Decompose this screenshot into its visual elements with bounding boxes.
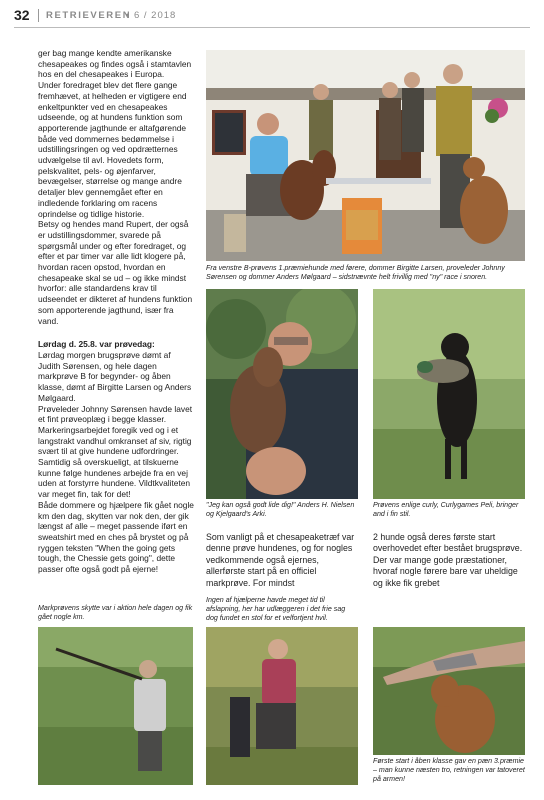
header-rule: [14, 27, 530, 28]
page-number: 32: [14, 7, 30, 23]
photo-man-and-dog: [206, 289, 358, 499]
paragraph: Lørdag morgen brugsprøve dømt af Judith Sørensen, og hele dagen markprøve B for begynder- og åben klasse, dømt af Birgitte Larsen og Anders Mølgaard.: [38, 349, 192, 403]
caption-man-and-dog: "Jeg kan også godt lide dig!" Anders H. Nielsen og Kjelgaard's Arki.: [206, 501, 355, 518]
paragraph: Både dommere og hjælpere fik gået nogle km den dag, skytten var nok den, der gik længst af alle – meget passende iført en sweatshirt med en ches på brystet og på ryggen teksten "When the going gets tough, the Chessie gets going", dette passer ofte også godt på ejerne!: [38, 499, 194, 575]
left-article-column: [38, 48, 195, 575]
photo-group-with-dogs: [206, 50, 525, 261]
caption-curly: Prøvens enlige curly, Curlygames Peli, bringer and i fin stil.: [373, 501, 519, 518]
photo-tattoo-arm-and-dog: [373, 627, 525, 755]
caption-group-photo: Fra venstre B-prøvens 1.præmiehunde med førere, dommer Birgitte Larsen, proveleder Johnny Sørensen og dommer Anders Mølgaard – sidstnævnte helt frivillig med "ny" race i snoren.: [206, 264, 505, 281]
paragraph: Prøveleder Johnny Sørensen havde lavet et fint prøveoplæg i begge klasser. Markeringsarbejdet foregik ved og i et langstrakt vandhul omkranset af siv, rigtig svært til at give hundene udfordringer. Samtidig så overskueligt, at tilskuerne kunne følge hundenes arbejde fra en vej uden at forstyrre hundene. Vildtkvaliteten var meget fin, tak for det!: [38, 403, 193, 500]
magazine-title: RETRIEVEREN: [46, 10, 132, 21]
photo-helper-resting: [206, 627, 358, 785]
paragraph: Under foredraget blev det flere gange fremhævet, at helheden er vigtigere end enkeltpunkter ved en chesapeakes udseende, og at hundens funktion som apporterende jagthunde er altafgørende både ved dommernes bedømmelse i udstillingsringen og ved opdrætternes udvælgelse til avl. Hovedets form, pelskvalitet, pels- og øjenfarver, bevægelser, størrelse og mange andre detaljer blev gennemgået efter en indledende forklaring om racens oprindelse og tidlige historie.: [38, 80, 187, 219]
caption-shooter: Markprøvens skytte var i aktion hele dagen og fik gået nogle km.: [38, 604, 193, 621]
paragraph: Betsy og hendes mand Rupert, der også er udstillingsdommer, svarede på spørgsmål under og efter foredraget, og efter et par timer var alle lidt klogere på, hvordan racen opstod, hvordan en chesapeake skal se ud – og ikke mindst hvorfor: alle standardens krav til udseendet er dikteret af hundens funktion som apporterende jagthund, især fra vand.: [38, 219, 193, 326]
middle-text-column: Som vanligt på et chesapeaketræf var denne prøve hundenes, og for nogles vedkommende også ejernes, allerførste start på en officiel markprøve. For mindst: [206, 532, 355, 588]
caption-tattoo: Første start i åben klasse gav en pæn 3.præmie – man kunne næsten tro, retningen var tatoveret på armen!: [373, 757, 525, 783]
photo-shooter: [38, 627, 193, 785]
caption-helper: Ingen af hjælperne havde meget tid til afslapning, her har udlæggeren i det frie sag dog fundet en stol for et velfortjent hvil.: [206, 596, 346, 622]
header-divider: [38, 9, 39, 22]
photo-curly-with-duck: [373, 289, 525, 499]
issue-number: • 6 / 2018: [126, 10, 177, 21]
paragraph: ger bag mange kendte amerikanske chesapeakes og findes også i stamtavlen hos en del chesapeakes i Europa.: [38, 48, 192, 80]
right-text-column: 2 hunde også deres første start overhovedet efter bestået brugsprøve. Der var mange gode præstationer, hvoraf nogle førere bare var uheldige og ikke fik grebet: [373, 532, 523, 588]
section-heading: Lørdag d. 25.8. var prøvedag:: [38, 339, 155, 350]
